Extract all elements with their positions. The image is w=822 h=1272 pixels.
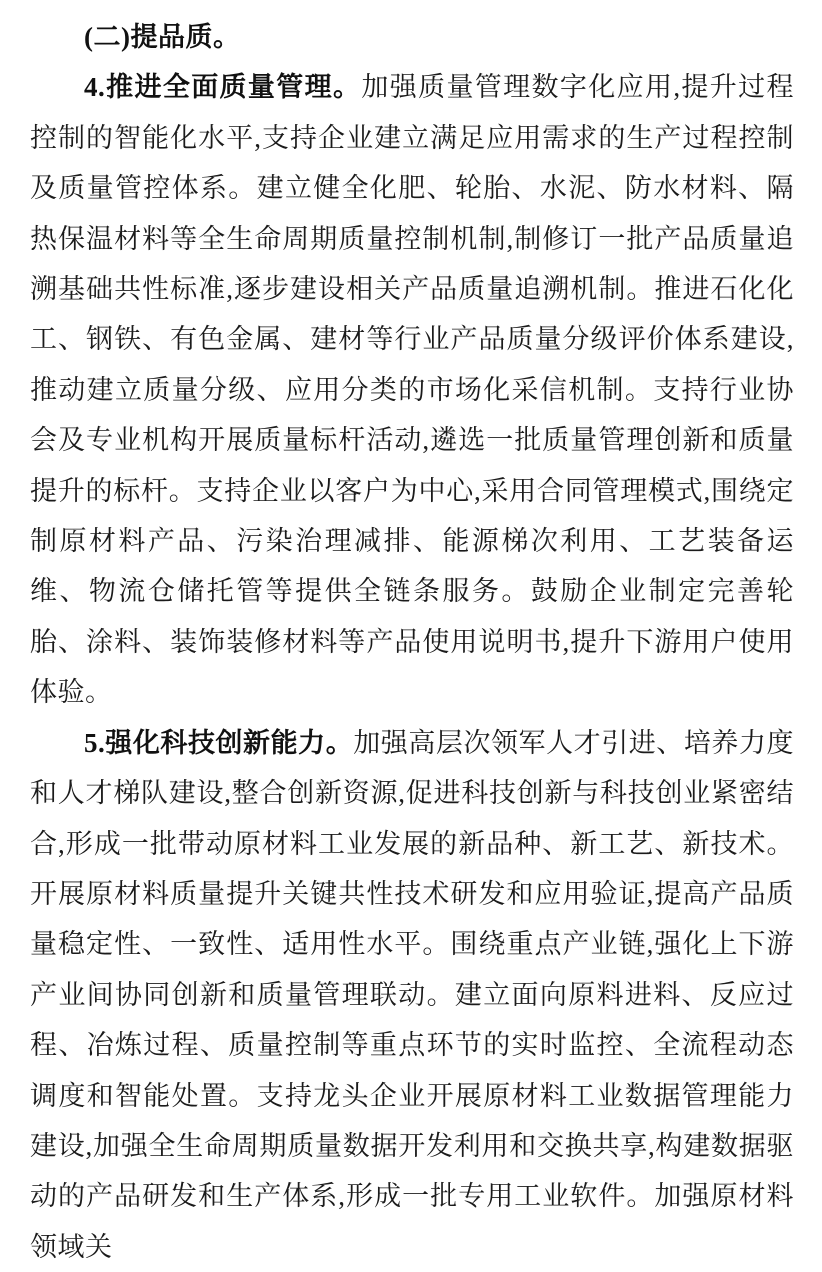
paragraph-item-4-lead: 4.推进全面质量管理。 xyxy=(84,72,362,103)
paragraph-item-5-lead: 5.强化科技创新能力。 xyxy=(84,727,354,758)
paragraph-item-5-body: 加强高层次领军人才引进、培养力度和人才梯队建设,整合创新资源,促进科技创新与科技创业紧密结合,形成一批带动原材料工业发展的新品种、新工艺、新技术。开展原材料质量提升关键共性技术研发和应用验证,提高产品质量稳定性、一致性、适用性水平。围绕重点产业链,强化上下游产业间协同创新和质量管理联动。建立面向原料进料、反应过程、冶炼过程、质量控制等重点环节的实时监控、全流程动态调度和智能处置。支持龙头企业开展原材料工业数据管理能力建设,加强全生命周期质量数据开发利用和交换共享,构建数据驱动的产品研发和生产体系,形成一批专用工业软件。加强原材料领域关 xyxy=(30,727,794,1262)
paragraph-item-5 xyxy=(30,718,794,1272)
paragraph-item-4-body: 加强质量管理数字化应用,提升过程控制的智能化水平,支持企业建立满足应用需求的生产过程控制及质量管控体系。建立健全化肥、轮胎、水泥、防水材料、隔热保温材料等全生命周期质量控制机制,制修订一批产品质量追溯基础共性标准,逐步建设相关产品质量追溯机制。推进石化化工、钢铁、有色金属、建材等行业产品质量分级评价体系建设,推动建立质量分级、应用分类的市场化采信机制。支持行业协会及专业机构开展质量标杆活动,遴选一批质量管理创新和质量提升的标杆。支持企业以客户为中心,采用合同管理模式,围绕定制原材料产品、污染治理减排、能源梯次利用、工艺装备运维、物流仓储托管等提供全链条服务。鼓励企业制定完善轮胎、涂料、装饰装修材料等产品使用说明书,提升下游用户使用体验。 xyxy=(30,72,795,708)
paragraph-item-4 xyxy=(30,62,794,717)
section-heading: (二)提品质。 xyxy=(84,22,241,52)
